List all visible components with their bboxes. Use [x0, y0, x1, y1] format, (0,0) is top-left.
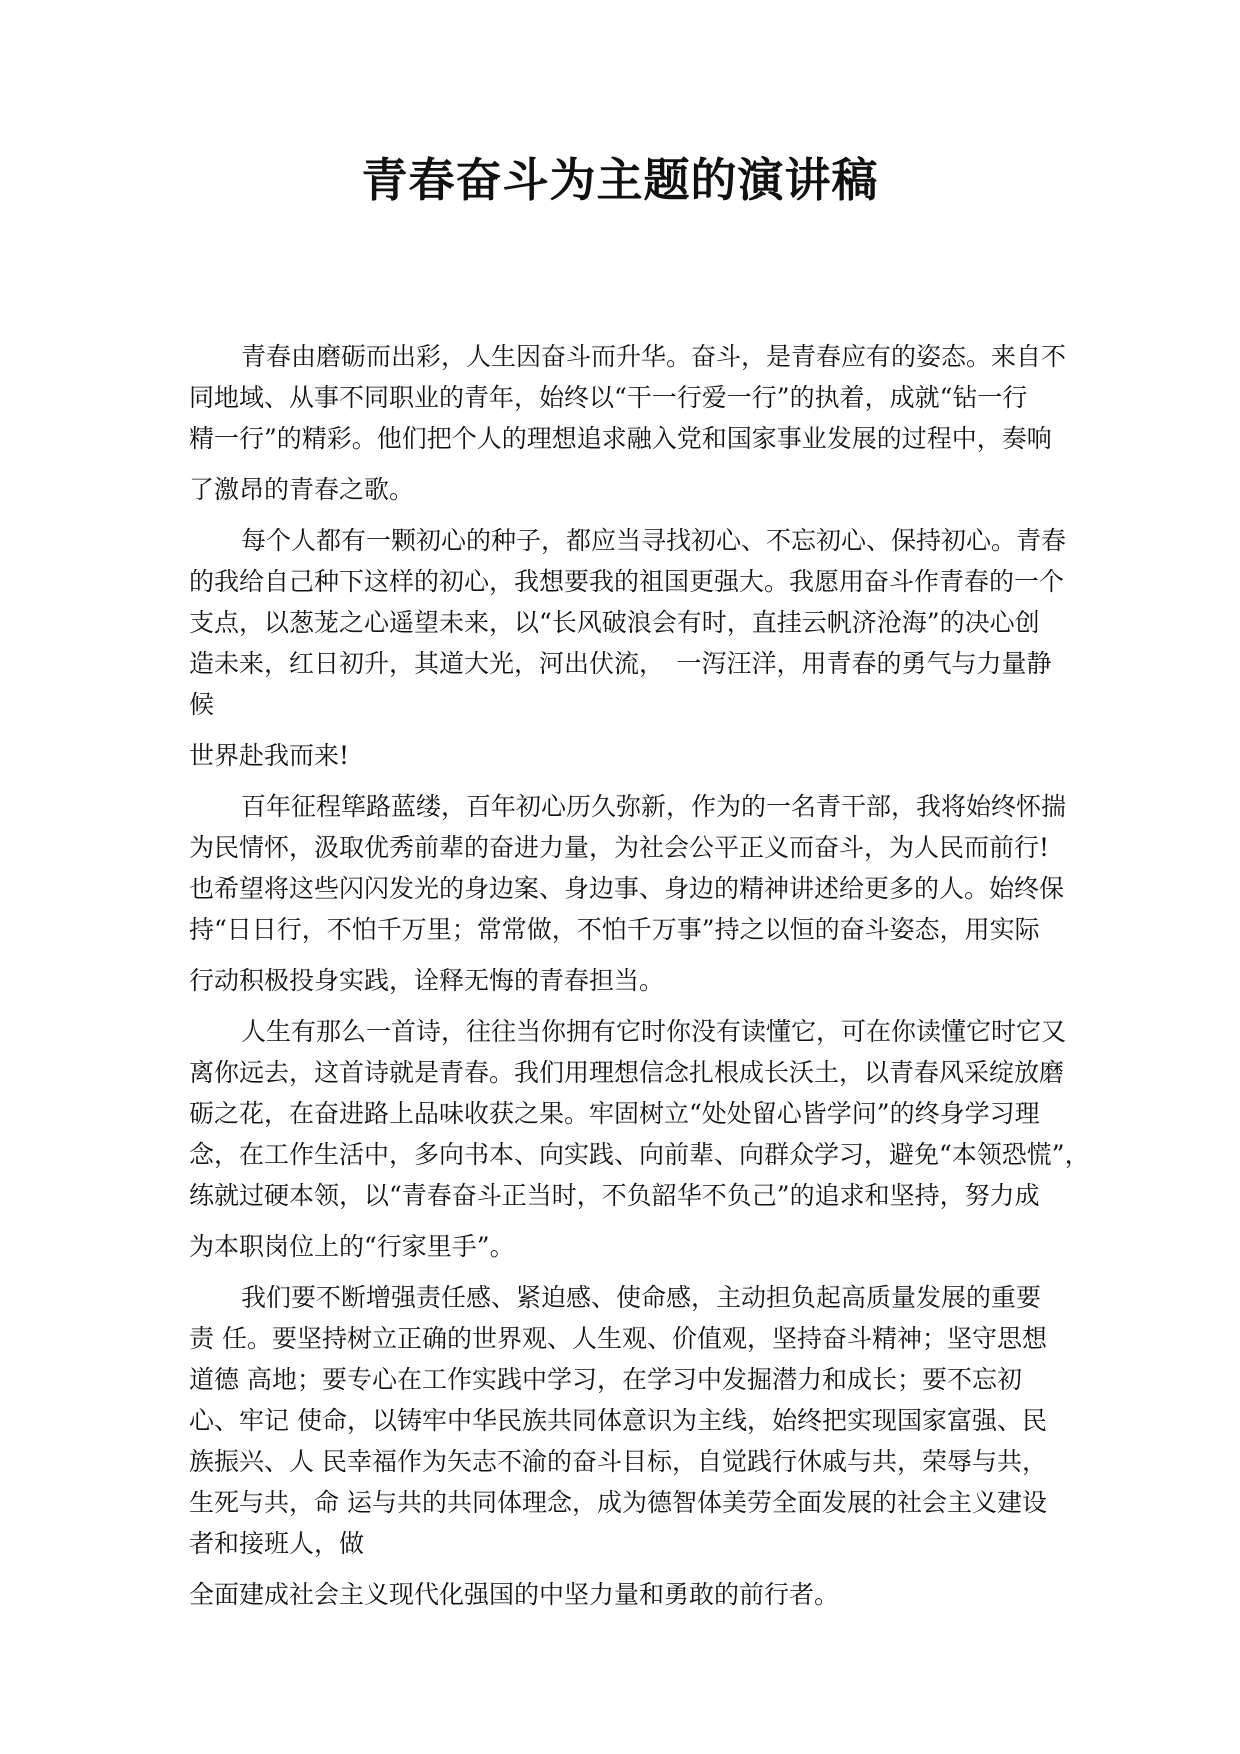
- paragraph-line: 生死与共，命 运与共的共同体理念，成为德智体美劳全面发展的社会主义建设: [189, 1488, 1047, 1517]
- paragraph-line: 责 任。要坚持树立正确的世界观、人生观、价值观，坚持奋斗精神；坚守思想: [189, 1324, 1047, 1353]
- paragraph-tail: 世界赴我而来!: [189, 741, 350, 770]
- paragraph-line: 我们要不断增强责任感、紧迫感、使命感，主动担负起高质量发展的重要: [241, 1283, 1042, 1312]
- paragraph-line: 为民情怀，汲取优秀前辈的奋进力量，为社会公平正义而奋斗，为人民而前行!: [189, 833, 1050, 862]
- paragraph-line: 练就过硬本领，以“青春奋斗正当时，不负韶华不负己”的追求和坚持，努力成: [189, 1181, 1040, 1210]
- paragraph-line: 人生有那么一首诗，往往当你拥有它时你没有读懂它，可在你读懂它时它又: [241, 1017, 1067, 1046]
- paragraph-line: 精一行”的精彩。他们把个人的理想追求融入党和国家事业发展的过程中，奏响: [189, 424, 1052, 453]
- paragraph-line: 的我给自己种下这样的初心，我想要我的祖国更强大。我愿用奋斗作青春的一个: [189, 567, 1065, 596]
- paragraph-line: 也希望将这些闪闪发光的身边案、身边事、身边的精神讲述给更多的人。始终保: [189, 874, 1065, 903]
- paragraph-line: 心、牢记 使命，以铸牢中华民族共同体意识为主线，始终把实现国家富强、民: [189, 1406, 1047, 1435]
- paragraph-line: 者和接班人，做: [189, 1529, 365, 1558]
- paragraph-line: 百年征程筚路蓝缕，百年初心历久弥新，作为的一名青干部，我将始终怀揣: [241, 792, 1067, 821]
- paragraph-line: 支点，以葱茏之心遥望未来，以“长风破浪会有时，直挂云帆济沧海”的决心创: [189, 608, 1040, 637]
- paragraph-line: 造未来，红日初升，其道大光，河出伏流， 一泻汪洋，用青春的勇气与力量静: [189, 649, 1052, 678]
- paragraph-line: 族振兴、人 民幸福作为矢志不渝的奋斗目标，自觉践行休戚与共，荣辱与共，: [189, 1447, 1047, 1476]
- paragraph-tail: 了激昂的青春之歌。: [189, 475, 415, 504]
- paragraph-tail: 全面建成社会主义现代化强国的中坚力量和勇敢的前行者。: [189, 1580, 840, 1609]
- paragraph-line: 持“日日行，不怕千万里；常常做，不怕千万事”持之以恒的奋斗姿态，用实际: [189, 915, 1040, 944]
- paragraph-line: 离你远去，这首诗就是青春。我们用理想信念扎根成长沃土，以青春风采绽放磨: [189, 1058, 1065, 1087]
- paragraph-line: 念，在工作生活中，多向书本、向实践、向前辈、向群众学习，避免“本领恐慌”，: [189, 1140, 1090, 1169]
- document-title: 青春奋斗为主题的演讲稿: [361, 153, 879, 207]
- paragraph-line: 每个人都有一颗初心的种子，都应当寻找初心、不忘初心、保持初心。青春: [241, 526, 1067, 555]
- paragraph-tail: 行动积极投身实践，诠释无悔的青春担当。: [189, 966, 665, 995]
- paragraph-line: 道德 高地；要专心在工作实践中学习，在学习中发掘潜力和成长；要不忘初: [189, 1365, 1022, 1394]
- paragraph-line: 同地域、从事不同职业的青年，始终以“干一行爱一行”的执着，成就“钻一行: [189, 383, 1028, 412]
- document-body: [189, 336, 1090, 1615]
- paragraph-line: 候: [189, 690, 215, 719]
- paragraph-tail: 为本职岗位上的“行家里手”。: [189, 1232, 515, 1261]
- paragraph-line: 青春由磨砺而出彩，人生因奋斗而升华。奋斗，是青春应有的姿态。来自不: [241, 342, 1067, 371]
- paragraph-line: 砺之花，在奋进路上品味收获之果。牢固树立“处处留心皆学问”的终身学习理: [189, 1099, 1040, 1128]
